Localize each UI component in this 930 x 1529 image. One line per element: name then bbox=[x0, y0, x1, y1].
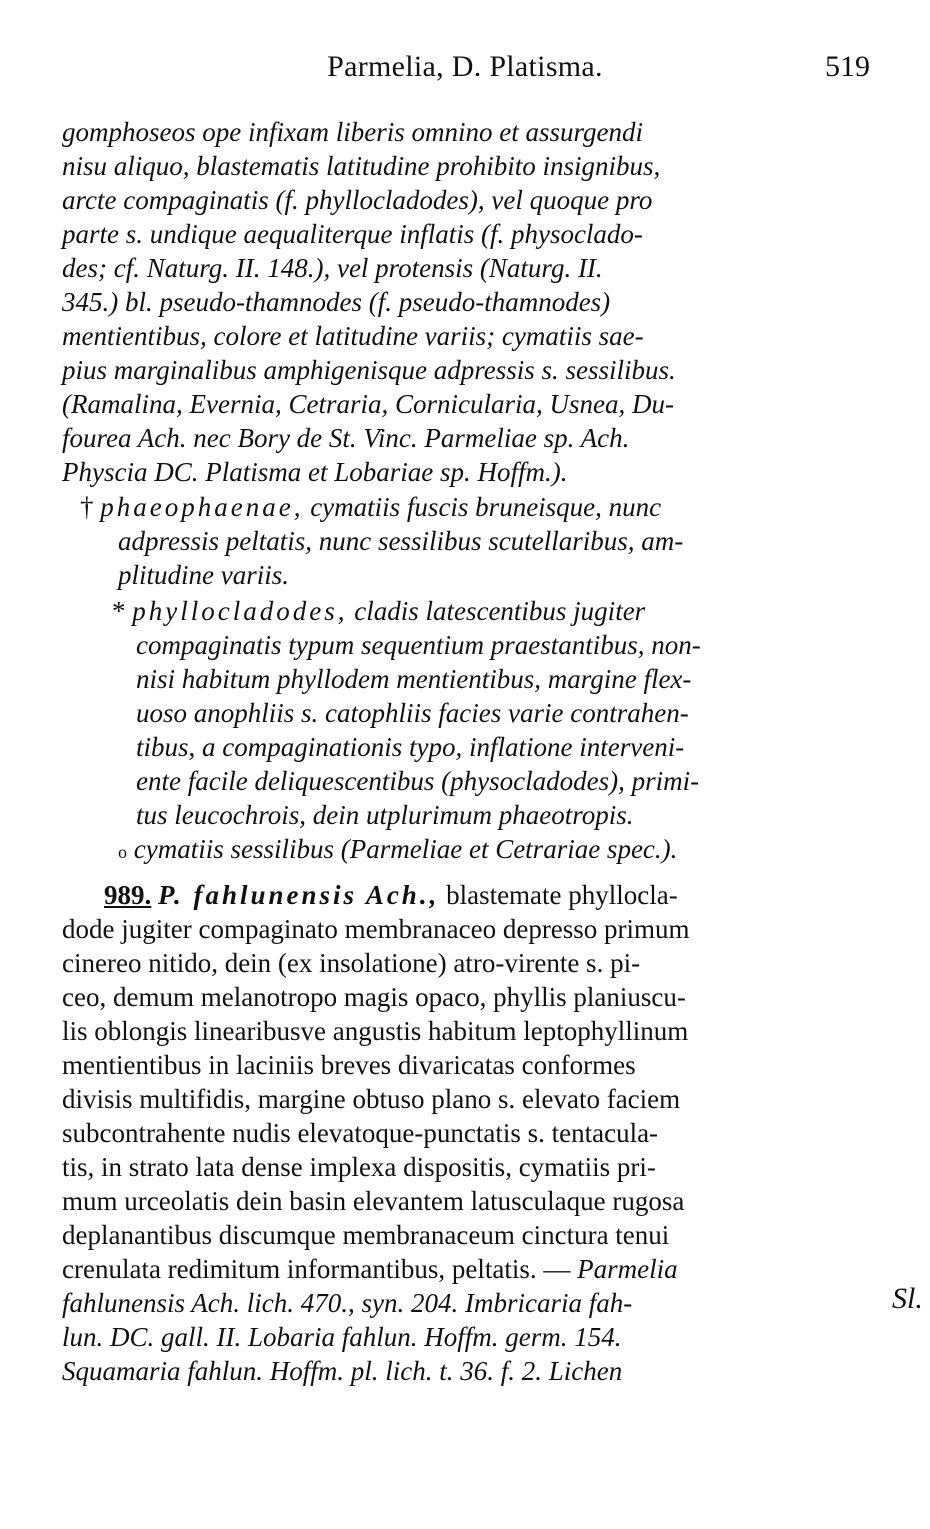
text-line: adpressis peltatis, nunc sessilibus scutellaribus, am- bbox=[118, 526, 684, 556]
page-header bbox=[60, 50, 870, 96]
text-line: arcte compaginatis (f. phyllocladodes), vel quoque pro bbox=[62, 185, 653, 215]
text-fragment: cymatiis sessilibus (Parmeliae et Cetrariae spec.). bbox=[133, 834, 678, 864]
text-line: uoso anophliis s. catophliis facies varie contrahen- bbox=[136, 698, 689, 728]
text-line: tibus, a compaginationis typo, inflatione interveni- bbox=[136, 732, 685, 762]
text-line: Physcia DC. Platisma et Lobariae sp. Hoffm.). bbox=[62, 457, 568, 487]
text-line bbox=[80, 490, 870, 524]
text-line bbox=[118, 832, 870, 869]
text-line: nisu aliquo, blastematis latitudine prohibito insignibus, bbox=[62, 151, 661, 181]
text-line: cinereo nitido, dein (ex insolatione) atro-virente s. pi- bbox=[62, 948, 641, 978]
text-line: divisis multifidis, margine obtuso plano s. elevato faciem bbox=[62, 1084, 681, 1114]
text-fragment: cladis latescentibus jugiter bbox=[354, 596, 646, 626]
text-line bbox=[112, 594, 870, 628]
handwritten-margin-note: Sl. bbox=[892, 1282, 923, 1315]
text-line: tis, in strato lata dense implexa dispositis, cymatiis pri- bbox=[62, 1152, 656, 1182]
text-line: (Ramalina, Evernia, Cetraria, Cornicularia, Usnea, Du- bbox=[62, 389, 674, 419]
entry-number: 989. bbox=[104, 880, 152, 910]
phyllocladodes-continuation bbox=[136, 628, 870, 832]
entry-989 bbox=[62, 878, 870, 1388]
text-line: plitudine variis. bbox=[118, 560, 289, 590]
text-line bbox=[62, 1252, 870, 1286]
text-line: gomphoseos ope infixam liberis omnino et assurgendi bbox=[62, 117, 643, 147]
text-fragment: cymatiis fuscis bruneisque, nunc bbox=[310, 492, 662, 522]
entry-heading-line bbox=[62, 878, 870, 912]
text-line: parte s. undique aequaliterque inflatis (f. physoclado- bbox=[62, 219, 643, 249]
section-term: phyllocladodes, bbox=[132, 596, 348, 626]
intro-paragraph bbox=[62, 115, 870, 489]
text-line: des; cf. Naturg. II. 148.), vel protensis (Naturg. II. bbox=[62, 253, 603, 283]
text-line: tus leucochrois, dein utplurimum phaeotropis. bbox=[136, 800, 634, 830]
text-line: mentientibus in laciniis breves divaricatas conformes bbox=[62, 1050, 636, 1080]
text-line: dode jugiter compaginato membranaceo depresso primum bbox=[62, 914, 690, 944]
circle-marker: o bbox=[118, 842, 127, 862]
text-line: ceo, demum melanotropo magis opaco, phyllis planiuscu- bbox=[62, 982, 686, 1012]
text-line: pius marginalibus amphigenisque adpressis s. sessilibus. bbox=[62, 355, 676, 385]
text-line: lun. DC. gall. II. Lobaria fahlun. Hoffm. germ. 154. bbox=[62, 1322, 622, 1352]
text-line: compaginatis typum sequentium praestantibus, non- bbox=[136, 630, 701, 660]
text-line: Squamaria fahlun. Hoffm. pl. lich. t. 36. f. 2. Lichen bbox=[62, 1356, 623, 1386]
text-line: fahlunensis Ach. lich. 470., syn. 204. Imbricaria fah- bbox=[62, 1288, 633, 1318]
phaeophaenae-continuation bbox=[118, 524, 870, 592]
section-term: phaeophaenae, bbox=[100, 492, 304, 522]
text-line: mentientibus, colore et latitudine variis; cymatiis sae- bbox=[62, 321, 644, 351]
phyllocladodes-section bbox=[112, 594, 870, 628]
text-fragment: blastemate phyllocla- bbox=[446, 880, 678, 910]
text-fragment: crenulata redimitum informantibus, peltatis. — bbox=[62, 1254, 571, 1284]
asterisk-marker: * bbox=[112, 596, 126, 626]
species-name: P. fahlunensis Ach., bbox=[158, 880, 440, 910]
text-line: ente facile deliquescentibus (physocladodes), primi- bbox=[136, 766, 700, 796]
page-number: 519 bbox=[825, 50, 870, 83]
text-line: subcontrahente nudis elevatoque-punctatis s. tentacula- bbox=[62, 1118, 659, 1148]
text-line: nisi habitum phyllodem mentientibus, margine flex- bbox=[136, 664, 692, 694]
phaeophaenae-section bbox=[80, 490, 870, 524]
running-title: Parmelia, D. Platisma. bbox=[327, 50, 603, 83]
sessile-section bbox=[118, 832, 870, 869]
dagger-marker: † bbox=[80, 492, 94, 522]
text-line: mum urceolatis dein basin elevantem latusculaque rugosa bbox=[62, 1186, 685, 1216]
text-line: 345.) bl. pseudo-thamnodes (f. pseudo-thamnodes) bbox=[62, 287, 611, 317]
text-line: fourea Ach. nec Bory de St. Vinc. Parmeliae sp. Ach. bbox=[62, 423, 630, 453]
text-line: lis oblongis linearibusve angustis habitum leptophyllinum bbox=[62, 1016, 689, 1046]
text-fragment: Parmelia bbox=[577, 1254, 678, 1284]
text-line: deplanantibus discumque membranaceum cinctura tenui bbox=[62, 1220, 670, 1250]
